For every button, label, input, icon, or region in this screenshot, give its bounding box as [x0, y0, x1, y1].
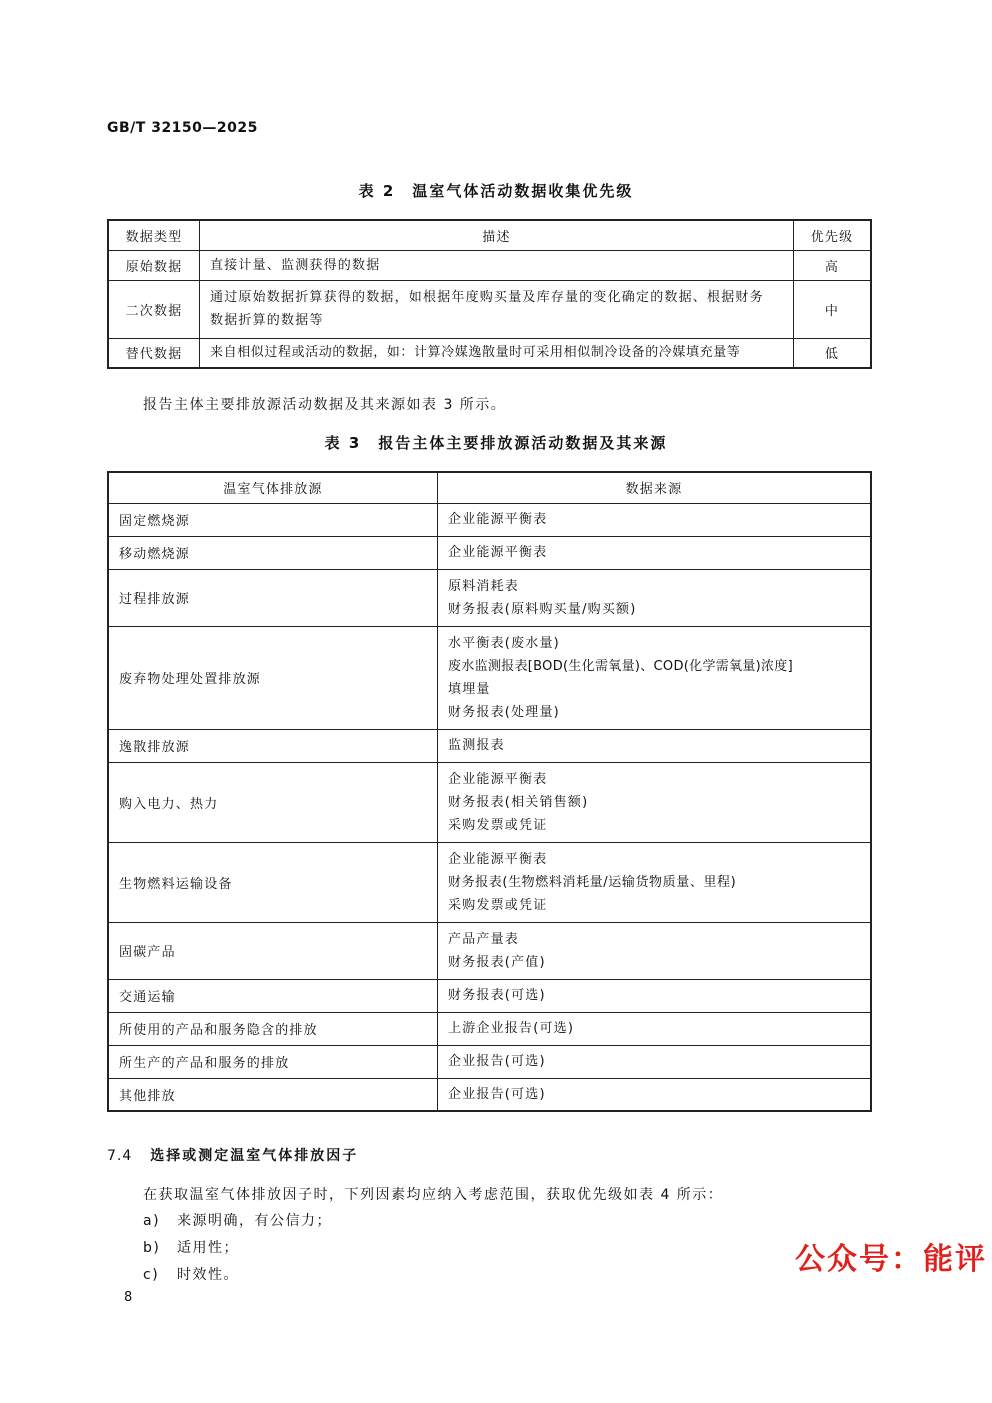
- standard-code: GB/T 32150—2025: [107, 120, 258, 136]
- table2-cell-type: 替代数据: [108, 338, 200, 368]
- table2: [107, 219, 872, 369]
- table2-cell-desc: 通过原始数据折算获得的数据，如根据年度购买量及库存量的变化确定的数据、根据财务 数据折算的数据等: [200, 280, 794, 338]
- table3-cell-source: 过程排放源: [108, 569, 438, 626]
- table3-cell-source: 生物燃料运输设备: [108, 842, 438, 922]
- table2-caption: 表 2 温室气体活动数据收集优先级: [358, 182, 634, 200]
- table2-header-priority: 优先级: [794, 220, 872, 250]
- table3-cell-data: 水平衡表(废水量) 废水监测报表[BOD(生化需氧量)、COD(化学需氧量)浓度] 填埋量 财务报表(处理量): [438, 626, 872, 729]
- table3-cell-source: 移动燃烧源: [108, 536, 438, 569]
- list-marker: b): [143, 1240, 161, 1256]
- table-row: [108, 250, 871, 280]
- table-row: [108, 979, 871, 1012]
- table2-cell-type: 二次数据: [108, 280, 200, 338]
- list-marker: c): [143, 1267, 160, 1283]
- section-heading: [107, 1145, 358, 1165]
- table-row: [108, 922, 871, 979]
- table2-cell-type: 原始数据: [108, 250, 200, 280]
- table3-cell-source: 所生产的产品和服务的排放: [108, 1045, 438, 1078]
- table2-cell-priority: 中: [794, 280, 872, 338]
- table3-cell-data: 原料消耗表 财务报表(原料购买量/购买额): [438, 569, 872, 626]
- page-number: 8: [124, 1290, 133, 1305]
- table3-cell-source: 交通运输: [108, 979, 438, 1012]
- table3-cell-data: 企业报告(可选): [438, 1045, 872, 1078]
- table2-cell-desc: 直接计量、监测获得的数据: [200, 250, 794, 280]
- table-row: [108, 503, 871, 536]
- list-marker: a): [143, 1213, 161, 1229]
- table-row: [108, 842, 871, 922]
- section-title: 选择或测定温室气体排放因子: [150, 1148, 359, 1164]
- table3-cell-data: 企业能源平衡表: [438, 503, 872, 536]
- table3-cell-data: 上游企业报告(可选): [438, 1012, 872, 1045]
- table2-header-type: 数据类型: [108, 220, 200, 250]
- table3-cell-data: 财务报表(可选): [438, 979, 872, 1012]
- table-row: [108, 1078, 871, 1111]
- table3-cell-source: 固定燃烧源: [108, 503, 438, 536]
- watermark: 公众号：能评: [795, 1242, 987, 1277]
- table2-cell-priority: 低: [794, 338, 872, 368]
- table-row: [108, 569, 871, 626]
- list-item: [143, 1264, 239, 1284]
- table3-cell-source: 购入电力、热力: [108, 762, 438, 842]
- section-number: 7.4: [107, 1148, 133, 1164]
- table3-header-data: 数据来源: [438, 472, 872, 503]
- table3-cell-source: 所使用的产品和服务隐含的排放: [108, 1012, 438, 1045]
- list-item: [143, 1210, 332, 1230]
- table3-cell-source: 逸散排放源: [108, 729, 438, 762]
- section-paragraph: 在获取温室气体排放因子时，下列因素均应纳入考虑范围，获取优先级如表 4 所示：: [143, 1187, 724, 1203]
- table3-header-source: 温室气体排放源: [108, 472, 438, 503]
- table-row: [108, 762, 871, 842]
- table3: [107, 471, 872, 1112]
- list-text: 时效性。: [177, 1267, 239, 1283]
- table2-cell-priority: 高: [794, 250, 872, 280]
- table3-caption: 表 3 报告主体主要排放源活动数据及其来源: [324, 434, 668, 452]
- table3-cell-data: 企业报告(可选): [438, 1078, 872, 1111]
- table-row: [108, 1012, 871, 1045]
- table3-cell-source: 废弃物处理处置排放源: [108, 626, 438, 729]
- table3-cell-data: 监测报表: [438, 729, 872, 762]
- list-text: 适用性；: [177, 1240, 239, 1256]
- table3-cell-data: 企业能源平衡表: [438, 536, 872, 569]
- table-row: [108, 280, 871, 338]
- table2-cell-desc: 来自相似过程或活动的数据，如：计算冷媒逸散量时可采用相似制冷设备的冷媒填充量等: [200, 338, 794, 368]
- table3-cell-data: 产品产量表 财务报表(产值): [438, 922, 872, 979]
- list-item: [143, 1237, 239, 1257]
- table3-intro: 报告主体主要排放源活动数据及其来源如表 3 所示。: [143, 397, 507, 413]
- table-row: [108, 729, 871, 762]
- table2-header-desc: 描述: [200, 220, 794, 250]
- table3-cell-source: 其他排放: [108, 1078, 438, 1111]
- table-row: [108, 626, 871, 729]
- list-text: 来源明确，有公信力；: [177, 1213, 332, 1229]
- table-row: [108, 536, 871, 569]
- table-row: [108, 338, 871, 368]
- table3-cell-data: 企业能源平衡表 财务报表(生物燃料消耗量/运输货物质量、里程) 采购发票或凭证: [438, 842, 872, 922]
- table-row: [108, 1045, 871, 1078]
- table3-cell-data: 企业能源平衡表 财务报表(相关销售额) 采购发票或凭证: [438, 762, 872, 842]
- table3-cell-source: 固碳产品: [108, 922, 438, 979]
